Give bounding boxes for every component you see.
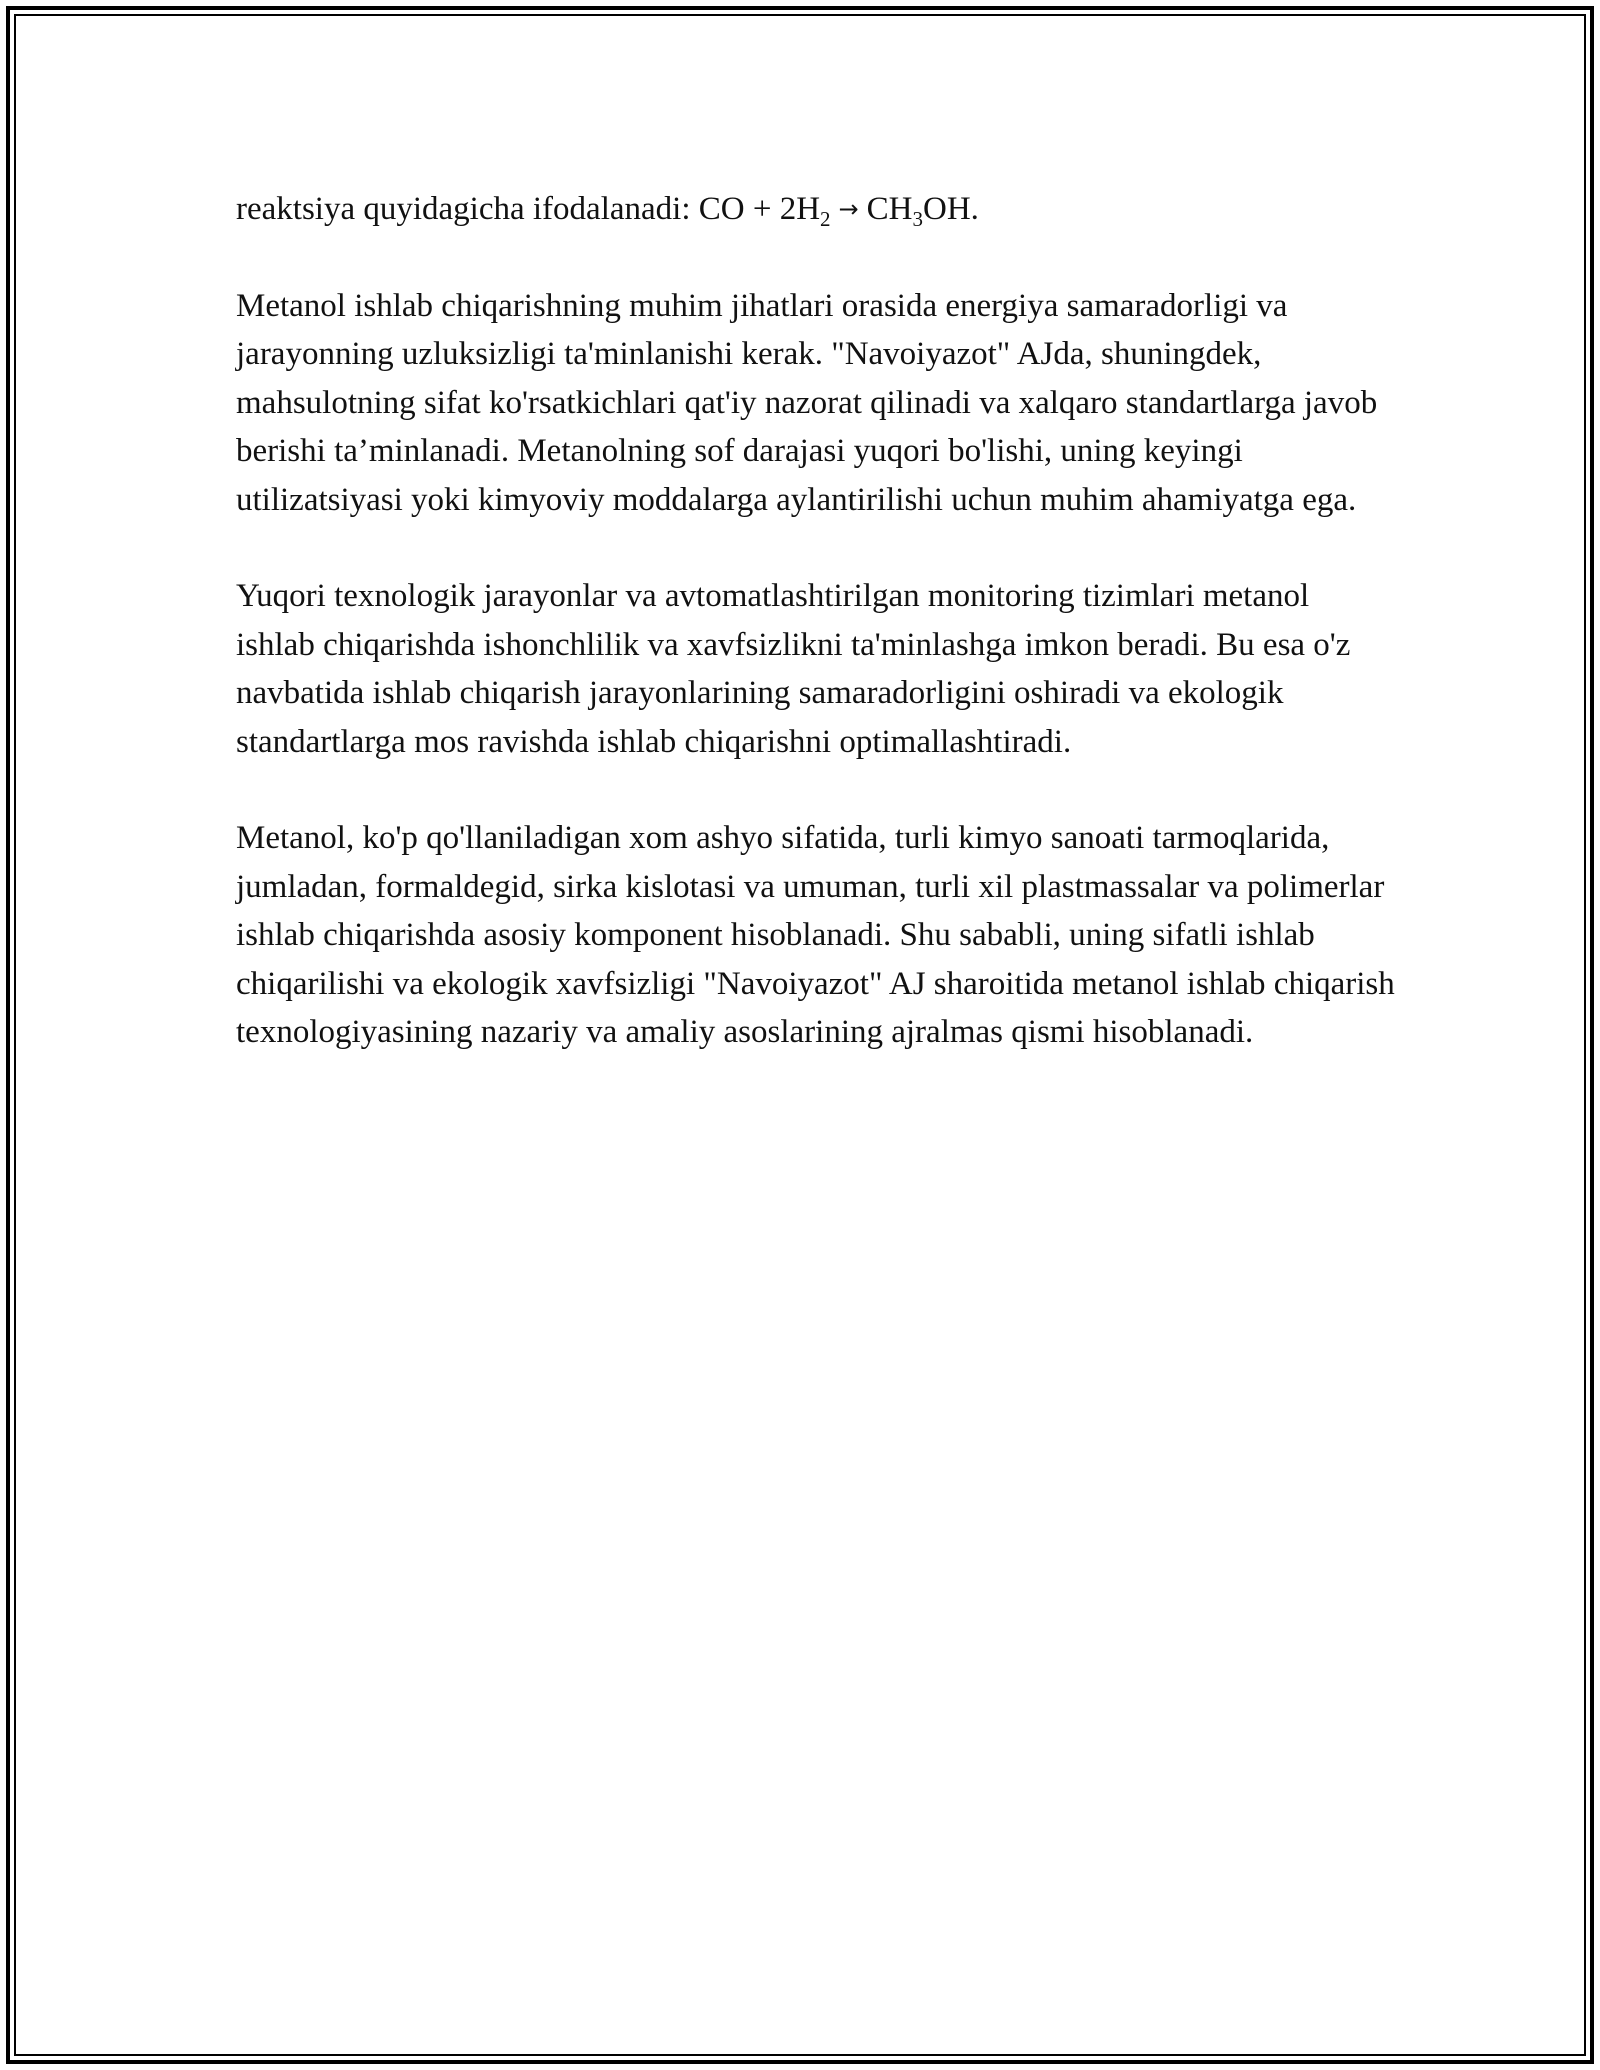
equation-subscript-h2: 2: [820, 207, 831, 231]
paragraph-automation: Yuqori texnologik jarayonlar va avtomatlashtirilgan monitoring tizimlari metanol ishlab chiqarishda ishonchlilik va xavfsizlikni ta'minlashga imkon beradi. Bu esa o'z navbatida ishlab chiqarish jarayonlarining samaradorligini oshiradi va ekologik standartlarga mos ravishda ishlab chiqarishni optimallashtiradi.: [236, 578, 1351, 760]
formula-paragraph: [236, 185, 1396, 234]
equation-right-end: OH.: [923, 191, 979, 227]
paragraph-applications: Metanol, ko'p qo'llaniladigan xom ashyo sifatida, turli kimyo sanoati tarmoqlarida, jumladan, formaldegid, sirka kislotasi va umuman, turli xil plastmassalar va polimerlar ishlab chiqarishda asosiy komponent hisoblanadi. Shu sababli, uning sifatli ishlab chiqarilishi va ekologik xavfsizligi "Navoiyazot" AJ sharoitida metanol ishlab chiqarish texnologiyasining nazariy va amaliy asoslarining ajralmas qismi hisoblanadi.: [236, 820, 1395, 1050]
equation-left: CO + 2H: [698, 191, 821, 227]
formula-intro: reaktsiya quyidagicha ifodalanadi:: [236, 191, 691, 227]
reaction-arrow-icon: →: [838, 195, 859, 223]
chemical-equation: [698, 191, 979, 231]
equation-subscript-h3: 3: [912, 207, 923, 231]
document-body: [236, 185, 1396, 1105]
equation-right: CH: [866, 191, 913, 227]
paragraph-energy-efficiency: Metanol ishlab chiqarishning muhim jihatlari orasida energiya samaradorligi va jarayonning uzluksizligi ta'minlanishi kerak. "Navoiyazot" AJda, shuningdek, mahsulotning sifat ko'rsatkichlari qat'iy nazorat qilinadi va xalqaro standartlarga javob berishi ta’minlanadi. Metanolning sof darajasi yuqori bo'lishi, uning keyingi utilizatsiyasi yoki kimyoviy moddalarga aylantirilishi uchun muhim ahamiyatga ega.: [236, 287, 1378, 518]
